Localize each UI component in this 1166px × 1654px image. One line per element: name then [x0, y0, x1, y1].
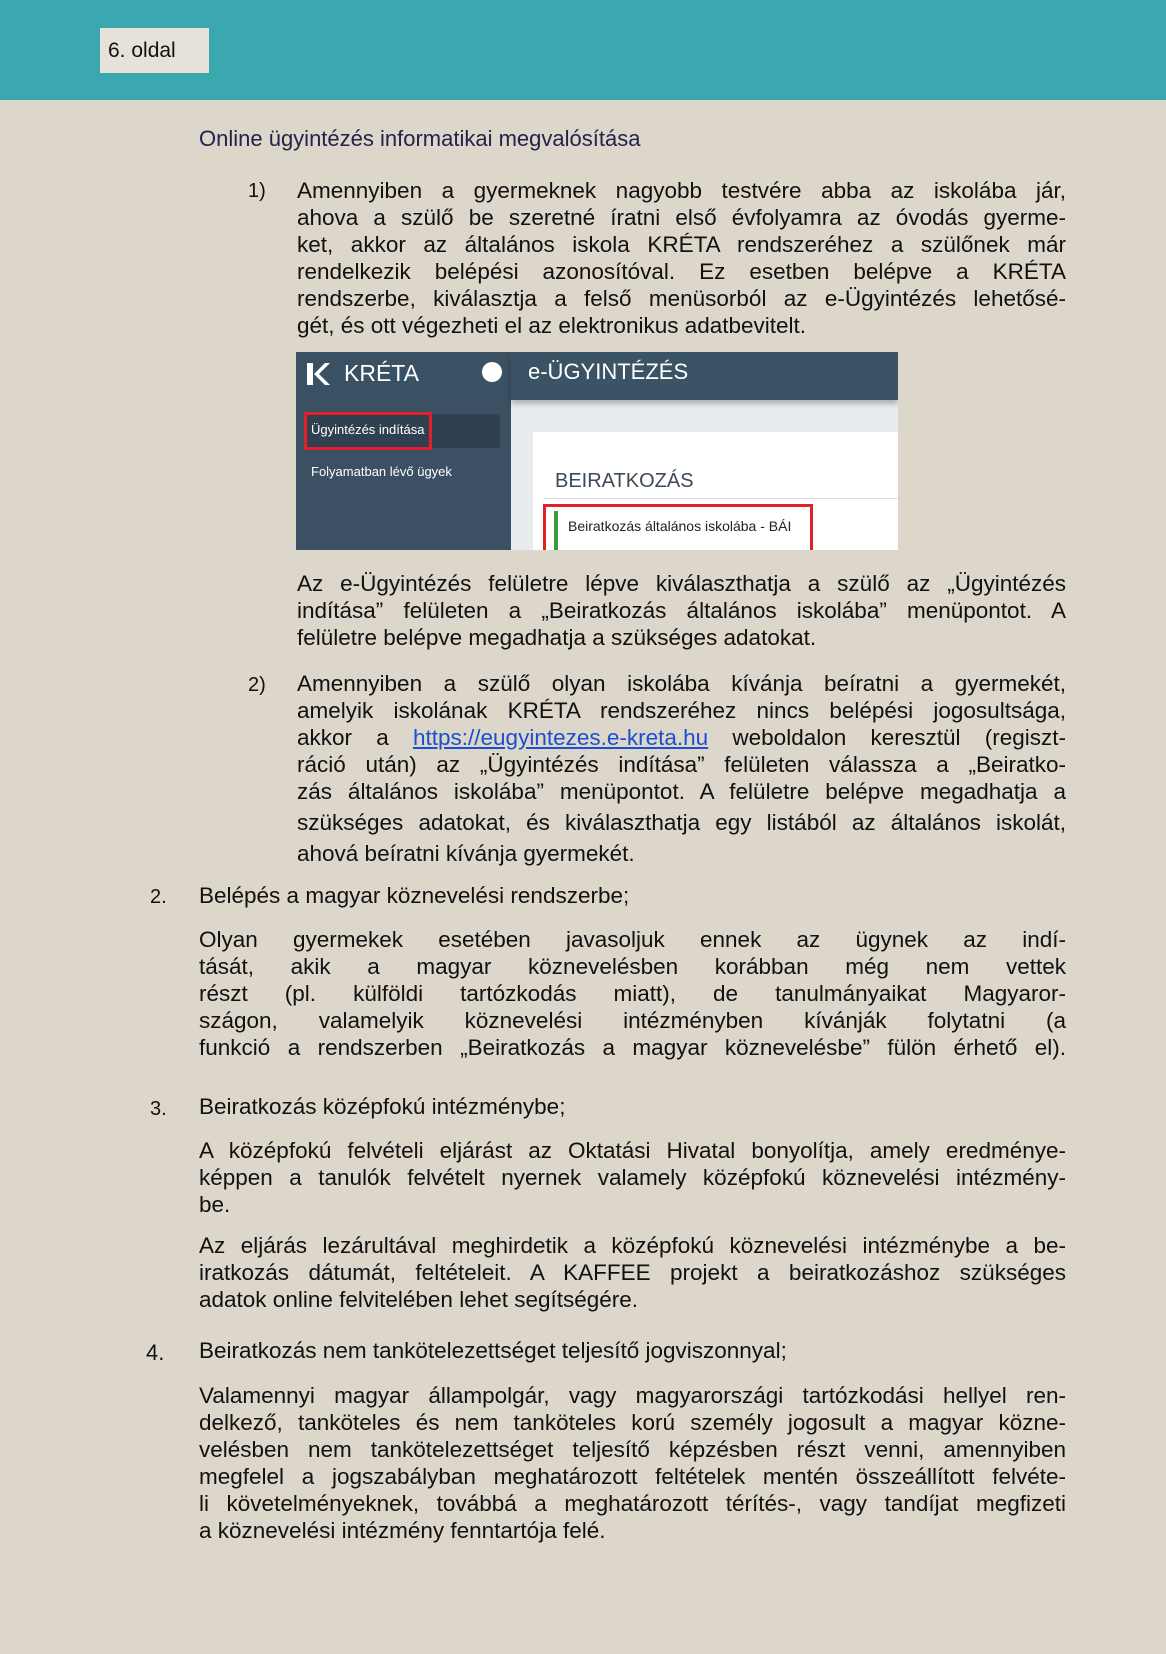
section4-line: velésben nem tankötelezettséget teljesítő képzésben részt venni, amennyiben: [199, 1437, 1066, 1462]
item2-line: ráció után) az „Ügyintézés indítása” felületen válassza a „Beiratko-: [297, 752, 1066, 777]
section3-paragraph-2: [199, 1232, 1066, 1313]
item2-line: zás általános iskolába” menüpontot. A felületre belépve megadhatja a: [297, 779, 1066, 804]
item2-line: ahová beíratni kívánja gyermekét.: [297, 841, 635, 866]
card-item-bai: [543, 504, 813, 550]
beiratkozas-card: [533, 432, 898, 550]
section3-line: Az eljárás lezárultával meghirdetik a középfokú köznevelési intézménybe a be-: [199, 1233, 1066, 1258]
card-item-label: Beiratkozás általános iskolába - BÁI: [568, 518, 792, 534]
section4-heading: Beiratkozás nem tankötelezettséget teljesítő jogviszonnyal;: [199, 1338, 787, 1363]
item1-line: ket, akkor az általános iskola KRÉTA rendszeréhez a szülőnek már: [297, 232, 1066, 257]
kreta-sidebar-header: [296, 352, 511, 397]
section-number-3: 3.: [150, 1098, 167, 1120]
sidebar-item-label: Ügyintézés indítása: [311, 422, 425, 437]
item2-line: Amennyiben a szülő olyan iskolába kívánja beíratni a gyermekét,: [297, 671, 1066, 696]
section4-line: Valamennyi magyar állampolgár, vagy magyarországi tartózkodási hellyel ren-: [199, 1383, 1066, 1408]
kreta-logo-icon: [306, 362, 330, 386]
section-title: Online ügyintézés informatikai megvalósítása: [199, 126, 641, 151]
main-title: e-ÜGYINTÉZÉS: [528, 359, 689, 384]
item1-after-line: felületre belépve megadhatja a szükséges adatokat.: [297, 625, 817, 650]
section2-heading: Belépés a magyar köznevelési rendszerbe;: [199, 883, 630, 908]
item1-after-line: Az e-Ügyintézés felületre lépve kiválaszthatja a szülő az „Ügyintézés: [297, 571, 1066, 596]
item2-paragraph: [297, 670, 1066, 867]
eugyintezes-link[interactable]: https://eugyintezes.e-kreta.hu: [413, 725, 709, 750]
item1-line: ahova a szülő be szeretné íratni első évfolyamra az óvodás gyerme-: [297, 205, 1066, 230]
section4-line: a köznevelési intézmény fenntartója felé.: [199, 1518, 606, 1543]
section4-line: delkező, tanköteles és nem tanköteles korú személy jogosult a magyar közne-: [199, 1410, 1066, 1435]
sidebar-item-folyamatban: Folyamatban lévő ügyek: [311, 464, 452, 479]
section3-line: képpen a tanulók felvételt nyernek valamely középfokú köznevelési intézmény-: [199, 1165, 1066, 1190]
card-divider: [543, 498, 898, 499]
item-number-2: 2): [248, 674, 266, 696]
section4-line: megfelel a jogszabályban meghatározott feltételek mentén összeállított felvéte-: [199, 1464, 1066, 1489]
item2-line-with-link: [297, 724, 1066, 751]
section3-line: adatok online felvitelében lehet segítségére.: [199, 1287, 639, 1312]
item1-after-line: indítása” felületen a „Beiratkozás általános iskolába” menüpontot. A: [297, 598, 1066, 623]
item2-line: amelyik iskolának KRÉTA rendszeréhez nincs belépési jogosultsága,: [297, 698, 1066, 723]
item2-line: szükséges adatokat, és kiválaszthatja egy listából az általános iskolát,: [297, 810, 1066, 835]
card-title: BEIRATKOZÁS: [555, 470, 694, 492]
section2-paragraph: [199, 926, 1066, 1061]
section2-line: részt (pl. külföldi tartózkodás miatt), de tanulmányaikat Magyaror-: [199, 981, 1066, 1006]
section-number-4: 4.: [146, 1340, 165, 1365]
item1-line: gét, és ott végezheti el az elektronikus adatbevitelt.: [297, 313, 807, 338]
section2-line: tását, akik a magyar köznevelésben korábban még nem vettek: [199, 954, 1066, 979]
section3-heading: Beiratkozás középfokú intézménybe;: [199, 1094, 566, 1119]
page-number-label: 6. oldal: [100, 28, 209, 73]
section4-paragraph: [199, 1382, 1066, 1544]
section2-line: szágon, valamelyik köznevelési intézményben kívánják folytatni (a: [199, 1008, 1066, 1033]
toggle-dot-icon: [482, 362, 502, 382]
kreta-screenshot: [296, 352, 898, 550]
card-item-accent: [554, 511, 558, 550]
item1-line: Amennyiben a gyermeknek nagyobb testvére abba az iskolába jár,: [297, 178, 1066, 203]
item-number-1: 1): [248, 180, 266, 202]
item1-line: rendszerbe, kiválasztja a felső menüsorból az e-Ügyintézés lehetősé-: [297, 286, 1066, 311]
section2-line: Olyan gyermekek esetében javasoljuk ennek az ügynek az indí-: [199, 927, 1066, 952]
kreta-brand: KRÉTA: [344, 360, 419, 386]
section3-line: A középfokú felvételi eljárást az Oktatási Hivatal bonyolítja, amely eredménye-: [199, 1138, 1066, 1163]
item1-paragraph: [297, 177, 1066, 339]
section4-line: li követelményeknek, továbbá a meghatározott térítés-, vagy tandíjat megfizeti: [199, 1491, 1066, 1516]
sidebar-item-ugyintezes-inditasa: [304, 414, 500, 448]
kreta-main-header: [511, 352, 898, 400]
section2-line: funkció a rendszerben „Beiratkozás a magyar köznevelésbe” fülön érhető el).: [199, 1035, 1066, 1060]
section3-paragraph-1: [199, 1137, 1066, 1218]
item2-text: akkor a: [297, 725, 413, 750]
item1-after-paragraph: [297, 570, 1066, 651]
kreta-main-body: [511, 400, 898, 550]
section3-line: be.: [199, 1192, 231, 1217]
section-number-2: 2.: [150, 886, 167, 908]
section3-line: iratkozás dátumát, feltételeit. A KAFFEE projekt a beiratkozáshoz szükséges: [199, 1260, 1066, 1285]
item2-text: weboldalon keresztül (regiszt-: [708, 725, 1066, 750]
item1-line: rendelkezik belépési azonosítóval. Ez esetben belépve a KRÉTA: [297, 259, 1066, 284]
